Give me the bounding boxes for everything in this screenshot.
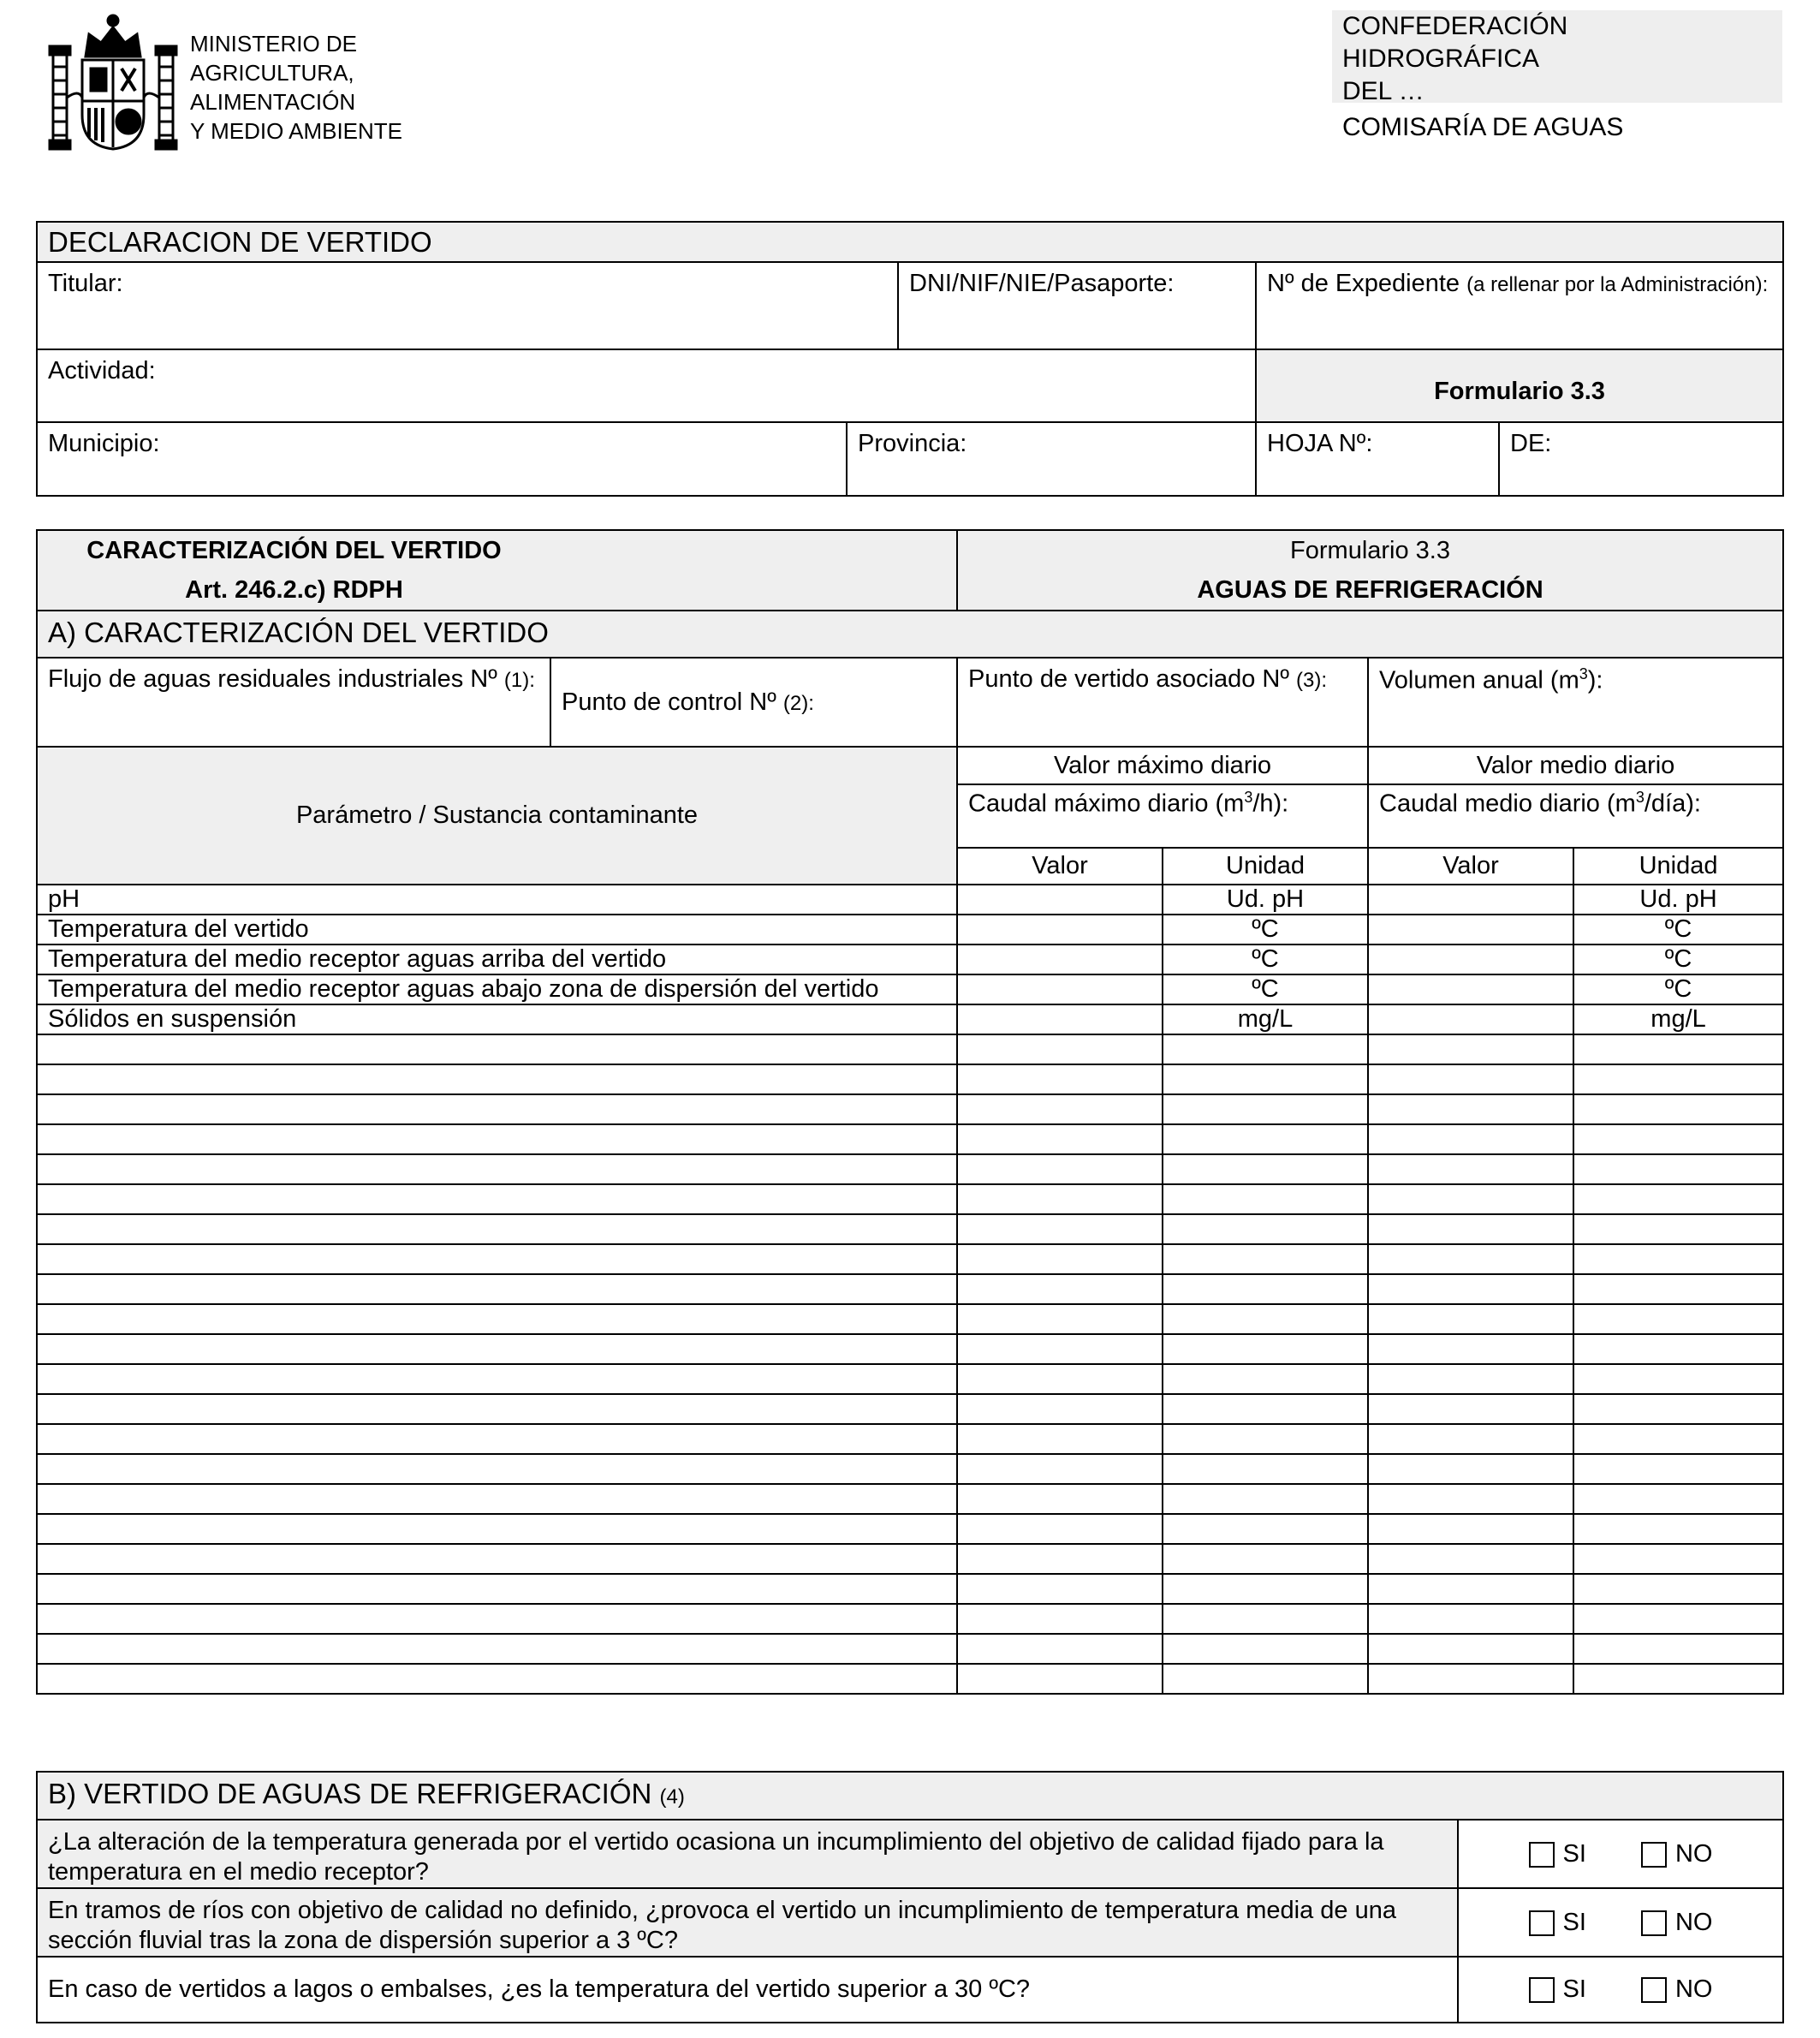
mean-unit-cell: mg/L (1573, 1004, 1783, 1034)
no-checkbox[interactable] (1641, 1842, 1667, 1868)
mean-value-cell[interactable] (1368, 1364, 1573, 1394)
caracterizacion-title-line1: CARACTERIZACIÓN DEL VERTIDO (86, 537, 502, 564)
mean-unit-cell (1573, 1484, 1783, 1514)
max-unit-cell (1163, 1094, 1368, 1124)
caudal-max-field[interactable] (957, 784, 1368, 848)
parameter-cell (37, 1184, 957, 1214)
question-text: En caso de vertidos a lagos o embalses, ¿es la temperatura del vertido superior a 30 ºC? (48, 1975, 1031, 2003)
max-value-cell[interactable] (957, 1184, 1163, 1214)
parameter-cell (37, 1244, 957, 1274)
parameter-cell (37, 1304, 957, 1334)
mean-value-cell[interactable] (1368, 1634, 1573, 1664)
mean-value-cell[interactable] (1368, 1214, 1573, 1244)
declaracion-title: DECLARACION DE VERTIDO (48, 226, 432, 258)
parametro-label: Parámetro / Sustancia contaminante (295, 801, 699, 829)
parameter-cell (37, 1484, 957, 1514)
max-unit-cell (1163, 1544, 1368, 1574)
max-value-cell[interactable] (957, 974, 1163, 1004)
parameter-cell (37, 1634, 957, 1664)
table-row (37, 1304, 1783, 1334)
caracterizacion-title-line2: Art. 246.2.c) RDPH (185, 576, 403, 604)
mean-unit-cell (1573, 1064, 1783, 1094)
mean-value-cell[interactable] (1368, 1064, 1573, 1094)
max-value-cell[interactable] (957, 1394, 1163, 1424)
declaracion-title-cell (37, 222, 1783, 262)
max-unit-cell (1163, 1484, 1368, 1514)
table-row (37, 915, 1783, 945)
max-unit-cell (1163, 1124, 1368, 1154)
valor-medio-header (1368, 747, 1783, 784)
parameter-cell (37, 1154, 957, 1184)
max-unit-cell: mg/L (1163, 1004, 1368, 1034)
answer-options (1458, 1957, 1783, 2023)
mean-value-cell[interactable] (1368, 885, 1573, 915)
max-unit-cell (1163, 1214, 1368, 1244)
provincia-label: Provincia: (858, 430, 967, 457)
punto-vertido-field[interactable] (957, 658, 1368, 747)
parameter-cell (37, 1424, 957, 1454)
max-value-cell[interactable] (957, 1514, 1163, 1544)
comisaria-label: COMISARÍA DE AGUAS (1342, 113, 1624, 141)
mean-unit-cell (1573, 1154, 1783, 1184)
parameter-cell: pH (37, 885, 957, 915)
section-b-note: (4) (659, 1785, 685, 1809)
parameter-cell: Temperatura del vertido (37, 915, 957, 945)
caudal-medio-field[interactable] (1368, 784, 1783, 848)
no-checkbox[interactable] (1641, 1977, 1667, 2003)
max-value-cell[interactable] (957, 1334, 1163, 1364)
table-row (37, 1034, 1783, 1064)
si-label: SI (1562, 1839, 1586, 1868)
mean-unit-cell: ºC (1573, 945, 1783, 974)
max-value-cell[interactable] (957, 1604, 1163, 1634)
mean-value-cell[interactable] (1368, 1484, 1573, 1514)
mean-unit-cell: ºC (1573, 974, 1783, 1004)
max-value-cell[interactable] (957, 1274, 1163, 1304)
parameter-cell (37, 1364, 957, 1394)
unidad-col-header: Unidad (1573, 848, 1783, 885)
ministry-line: ALIMENTACIÓN (190, 89, 356, 115)
parameter-cell: Temperatura del medio receptor aguas abajo zona de dispersión del vertido (37, 974, 957, 1004)
table-row (37, 1574, 1783, 1604)
answer-options (1458, 1888, 1783, 1957)
valor-max-header (957, 747, 1368, 784)
table-row (37, 885, 1783, 915)
max-unit-cell: ºC (1163, 974, 1368, 1004)
max-unit-cell (1163, 1634, 1368, 1664)
no-label: NO (1674, 1839, 1713, 1868)
formulario-cell (1256, 349, 1783, 422)
mean-value-cell[interactable] (1368, 1304, 1573, 1334)
mean-unit-cell (1573, 1454, 1783, 1484)
caudal-max-label: Caudal máximo diario $(m^3/h)$: (968, 789, 1289, 818)
table-row (37, 1064, 1783, 1094)
mean-value-cell[interactable] (1368, 1274, 1573, 1304)
table-row (37, 945, 1783, 974)
max-value-cell[interactable] (957, 945, 1163, 974)
mean-value-cell[interactable] (1368, 1334, 1573, 1364)
table-row (37, 1004, 1783, 1034)
parameter-cell (37, 1514, 957, 1544)
parameter-cell (37, 1544, 957, 1574)
mean-value-cell[interactable] (1368, 1034, 1573, 1064)
max-value-cell[interactable] (957, 1244, 1163, 1274)
max-unit-cell (1163, 1604, 1368, 1634)
max-value-cell[interactable] (957, 1634, 1163, 1664)
mean-unit-cell (1573, 1514, 1783, 1544)
mean-unit-cell (1573, 1604, 1783, 1634)
ministry-line: AGRICULTURA, (190, 60, 354, 86)
max-unit-cell (1163, 1304, 1368, 1334)
parameter-cell (37, 1274, 957, 1304)
max-value-cell[interactable] (957, 1124, 1163, 1154)
mean-unit-cell (1573, 1364, 1783, 1394)
mean-unit-cell (1573, 1574, 1783, 1604)
table-row (37, 1664, 1783, 1694)
mean-unit-cell (1573, 1214, 1783, 1244)
max-value-cell[interactable] (957, 1454, 1163, 1484)
mean-value-cell[interactable] (1368, 915, 1573, 945)
mean-value-cell[interactable] (1368, 1094, 1573, 1124)
confederacion-box (1332, 10, 1782, 103)
question-row (37, 1957, 1458, 2023)
parameter-cell (37, 1214, 957, 1244)
section-a-cell (37, 611, 1783, 658)
table-row (37, 1604, 1783, 1634)
table-row (37, 1274, 1783, 1304)
max-value-cell[interactable] (957, 1154, 1163, 1184)
formulario-label: Formulario 3.3 (1434, 378, 1605, 405)
max-unit-cell: ºC (1163, 915, 1368, 945)
max-unit-cell (1163, 1154, 1368, 1184)
actividad-label: Actividad: (48, 357, 156, 384)
mean-value-cell[interactable] (1368, 1004, 1573, 1034)
punto-control-field[interactable] (550, 658, 957, 747)
caudal-medio-label: Caudal medio diario $(m^3/día)$: (1379, 789, 1701, 818)
si-checkbox[interactable] (1529, 1910, 1555, 1936)
table-row (37, 1364, 1783, 1394)
municipio-field[interactable] (37, 422, 847, 496)
parameter-cell (37, 1064, 957, 1094)
dni-label: DNI/NIF/NIE/Pasaporte: (909, 270, 1175, 297)
mean-value-cell[interactable] (1368, 1244, 1573, 1274)
expediente-note: (a rellenar por la Administración): (1466, 273, 1769, 296)
table-row (37, 1334, 1783, 1364)
titular-field[interactable] (37, 262, 898, 349)
table-row (37, 1124, 1783, 1154)
mean-value-cell[interactable] (1368, 1574, 1573, 1604)
title-spacer (550, 530, 957, 611)
no-checkbox[interactable] (1641, 1910, 1667, 1936)
de-label: DE: (1510, 430, 1552, 457)
mean-unit-cell: Ud. pH (1573, 885, 1783, 915)
expediente-field[interactable] (1256, 262, 1783, 349)
mean-value-cell[interactable] (1368, 1544, 1573, 1574)
flujo-label: Flujo de aguas residuales industriales Nº (48, 665, 497, 693)
titular-label: Titular: (48, 270, 123, 297)
unidad-col-header: Unidad (1163, 848, 1368, 885)
question-row (37, 1820, 1458, 1888)
table-row (37, 1484, 1783, 1514)
formulario-title-line1: Formulario 3.3 (1290, 537, 1450, 564)
si-checkbox[interactable] (1529, 1977, 1555, 2003)
ministry-line: MINISTERIO DE (190, 31, 358, 57)
section-b-title: B) VERTIDO DE AGUAS DE REFRIGERACIÓN (48, 1778, 652, 1809)
question-text: ¿La alteración de la temperatura generada por el vertido ocasiona un incumplimiento del objetivo de calidad fijado para la temperatura en el medio receptor? (48, 1828, 1384, 1886)
table-row (37, 1184, 1783, 1214)
no-label: NO (1674, 1908, 1713, 1936)
confederacion-line: DEL … (1342, 77, 1424, 105)
max-value-cell[interactable] (957, 1034, 1163, 1064)
max-unit-cell (1163, 1274, 1368, 1304)
hoja-label: HOJA Nº: (1267, 430, 1373, 457)
coat-of-arms-logo (45, 12, 181, 154)
parameter-cell (37, 1574, 957, 1604)
mean-value-cell[interactable] (1368, 1124, 1573, 1154)
section-a-title: A) CARACTERIZACIÓN DEL VERTIDO (48, 617, 549, 648)
parameter-cell (37, 1664, 957, 1694)
table-row (37, 1094, 1783, 1124)
punto-control-note: (2): (782, 691, 814, 715)
mean-value-cell[interactable] (1368, 1394, 1573, 1424)
actividad-field[interactable] (37, 349, 1256, 422)
table-row (37, 974, 1783, 1004)
max-value-cell[interactable] (957, 1364, 1163, 1394)
valor-col-header: Valor (1368, 848, 1573, 885)
flujo-note: (1): (503, 669, 535, 692)
max-unit-cell (1163, 1454, 1368, 1484)
mean-value-cell[interactable] (1368, 945, 1573, 974)
max-unit-cell: Ud. pH (1163, 885, 1368, 915)
max-value-cell[interactable] (957, 1094, 1163, 1124)
parameter-cell (37, 1094, 957, 1124)
max-unit-cell (1163, 1364, 1368, 1394)
parameter-rows (37, 885, 1783, 1694)
mean-value-cell[interactable] (1368, 1604, 1573, 1634)
mean-unit-cell (1573, 1244, 1783, 1274)
mean-value-cell[interactable] (1368, 1154, 1573, 1184)
valor-col-header: Valor (957, 848, 1163, 885)
table-row (37, 1424, 1783, 1454)
mean-unit-cell (1573, 1424, 1783, 1454)
mean-value-cell[interactable] (1368, 1514, 1573, 1544)
table-row (37, 1514, 1783, 1544)
max-value-cell[interactable] (957, 1664, 1163, 1694)
confederacion-line: CONFEDERACIÓN (1342, 12, 1568, 40)
expediente-label: Nº de Expediente (1267, 270, 1460, 297)
answer-options (1458, 1820, 1783, 1888)
mean-unit-cell (1573, 1304, 1783, 1334)
mean-value-cell[interactable] (1368, 974, 1573, 1004)
question-text: En tramos de ríos con objetivo de calidad no definido, ¿provoca el vertido un incumplimiento de temperatura media de una sección fluvial tras la zona de dispersión superior a 3 ºC? (48, 1897, 1396, 1954)
dni-field[interactable] (898, 262, 1256, 349)
volumen-field[interactable] (1368, 658, 1783, 747)
provincia-field[interactable] (847, 422, 1256, 496)
question-row (37, 1888, 1458, 1957)
caracterizacion-table (36, 529, 1784, 1695)
si-checkbox[interactable] (1529, 1842, 1555, 1868)
parameter-cell (37, 1604, 957, 1634)
table-row (37, 1454, 1783, 1484)
max-unit-cell (1163, 1244, 1368, 1274)
parameter-cell: Temperatura del medio receptor aguas arriba del vertido (37, 945, 957, 974)
max-unit-cell (1163, 1424, 1368, 1454)
max-unit-cell (1163, 1064, 1368, 1094)
parameter-cell (37, 1394, 957, 1424)
si-label: SI (1562, 1975, 1586, 2003)
parametro-header (37, 747, 957, 885)
ministry-line: Y MEDIO AMBIENTE (190, 118, 403, 144)
mean-unit-cell (1573, 1124, 1783, 1154)
max-value-cell[interactable] (957, 885, 1163, 915)
mean-unit-cell (1573, 1394, 1783, 1424)
mean-unit-cell (1573, 1634, 1783, 1664)
max-value-cell[interactable] (957, 1304, 1163, 1334)
de-field[interactable] (1499, 422, 1783, 496)
max-unit-cell (1163, 1394, 1368, 1424)
mean-value-cell[interactable] (1368, 1424, 1573, 1454)
municipio-label: Municipio: (48, 430, 160, 457)
table-row (37, 1634, 1783, 1664)
mean-unit-cell (1573, 1094, 1783, 1124)
max-unit-cell (1163, 1034, 1368, 1064)
flujo-field[interactable] (37, 658, 550, 747)
valor-max-label: Valor máximo diario (1053, 751, 1272, 779)
max-unit-cell (1163, 1514, 1368, 1544)
mean-value-cell[interactable] (1368, 1184, 1573, 1214)
ministry-name (190, 29, 402, 146)
refrigeracion-table (36, 1771, 1784, 2023)
max-value-cell[interactable] (957, 1214, 1163, 1244)
parameter-cell (37, 1334, 957, 1364)
mean-value-cell[interactable] (1368, 1454, 1573, 1484)
mean-unit-cell (1573, 1184, 1783, 1214)
parameter-cell (37, 1034, 957, 1064)
section-b-cell (37, 1772, 1783, 1820)
punto-control-label: Punto de control Nº (562, 688, 776, 716)
parameter-cell (37, 1124, 957, 1154)
max-value-cell[interactable] (957, 1004, 1163, 1034)
punto-vertido-label: Punto de vertido asociado Nº (968, 665, 1289, 693)
parameter-cell: Sólidos en suspensión (37, 1004, 957, 1034)
mean-unit-cell (1573, 1334, 1783, 1364)
table-row (37, 1154, 1783, 1184)
valor-medio-label: Valor medio diario (1476, 751, 1675, 779)
max-value-cell[interactable] (957, 1544, 1163, 1574)
max-value-cell[interactable] (957, 1574, 1163, 1604)
si-label: SI (1562, 1908, 1586, 1936)
hoja-field[interactable] (1256, 422, 1499, 496)
punto-vertido-note: (3): (1296, 669, 1327, 692)
declaracion-table (36, 221, 1784, 497)
confederacion-line: HIDROGRÁFICA (1342, 45, 1540, 73)
table-row (37, 1394, 1783, 1424)
max-value-cell[interactable] (957, 915, 1163, 945)
volumen-label: Volumen anual $(m^3)$: (1379, 665, 1603, 694)
max-value-cell[interactable] (957, 1484, 1163, 1514)
caracterizacion-title-cell (37, 530, 550, 611)
max-unit-cell (1163, 1334, 1368, 1364)
mean-unit-cell (1573, 1274, 1783, 1304)
max-unit-cell (1163, 1184, 1368, 1214)
mean-unit-cell (1573, 1664, 1783, 1694)
table-row (37, 1544, 1783, 1574)
formulario-title-line2: AGUAS DE REFRIGERACIÓN (1197, 576, 1543, 604)
max-unit-cell: ºC (1163, 945, 1368, 974)
mean-unit-cell (1573, 1544, 1783, 1574)
formulario-title-cell (957, 530, 1783, 611)
table-row (37, 1214, 1783, 1244)
mean-value-cell[interactable] (1368, 1664, 1573, 1694)
mean-unit-cell: ºC (1573, 915, 1783, 945)
table-row (37, 1244, 1783, 1274)
no-label: NO (1674, 1975, 1713, 2003)
max-value-cell[interactable] (957, 1424, 1163, 1454)
max-value-cell[interactable] (957, 1064, 1163, 1094)
max-unit-cell (1163, 1664, 1368, 1694)
max-unit-cell (1163, 1574, 1368, 1604)
mean-unit-cell (1573, 1034, 1783, 1064)
parameter-cell (37, 1454, 957, 1484)
